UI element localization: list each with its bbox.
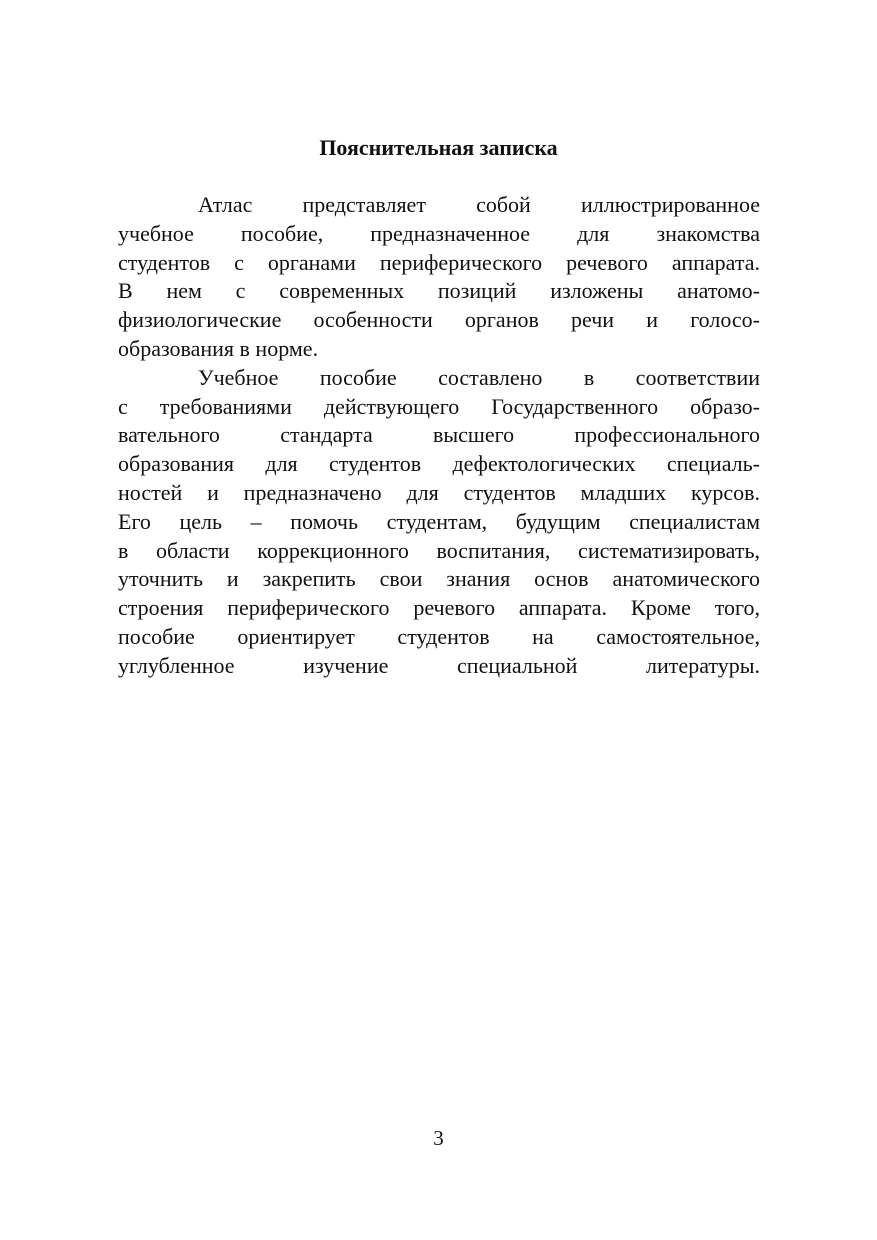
text-line: В нем с современных позиций изложены анатомо- <box>118 278 760 304</box>
text-line: образования в норме. <box>118 335 319 361</box>
text-line: пособие ориентирует студентов на самостоятельное, <box>118 623 760 649</box>
text-line: углубленное изучение специальной литературы. <box>118 652 760 678</box>
page-title: Пояснительная записка <box>319 135 558 160</box>
text-line: строения периферического речевого аппарата. Кроме того, <box>118 595 760 621</box>
text-line: Атлас представляет собой иллюстрированное <box>198 192 760 217</box>
paragraph-2 <box>118 364 760 681</box>
page-number: 3 <box>433 1126 444 1150</box>
paragraph-1 <box>118 191 760 364</box>
text-line: образования для студентов дефектологических специаль- <box>118 451 760 477</box>
explanatory-note-body <box>118 191 760 681</box>
text-line: Его цель – помочь студентам, будущим специалистам <box>118 508 760 534</box>
text-line: учебное пособие, предназначенное для знакомства <box>118 220 760 246</box>
text-line: ностей и предназначено для студентов младших курсов. <box>118 479 760 505</box>
text-line: физиологические особенности органов речи и голосо- <box>118 307 760 333</box>
text-line: уточнить и закрепить свои знания основ анатомического <box>118 566 760 592</box>
text-line: студентов с органами периферического речевого аппарата. <box>118 249 760 275</box>
text-line: вательного стандарта высшего профессионального <box>118 422 760 448</box>
text-line: в области коррекционного воспитания, систематизировать, <box>118 537 760 563</box>
text-line: с требованиями действующего Государственного образо- <box>118 393 760 419</box>
text-line: Учебное пособие составлено в соответствии <box>198 364 760 390</box>
